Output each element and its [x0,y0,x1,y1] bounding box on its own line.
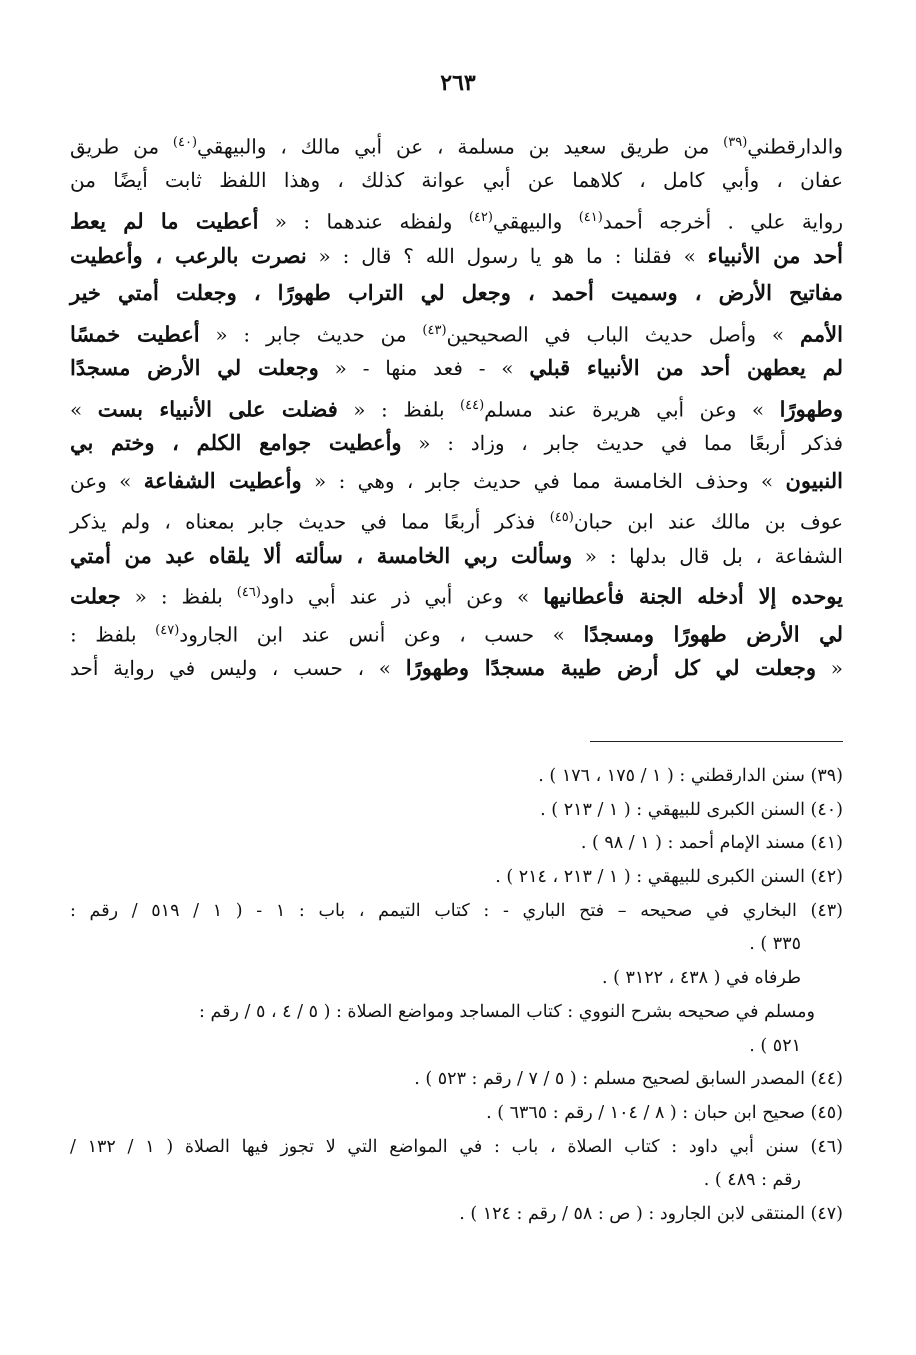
hadith-quote: الأمم [799,321,843,347]
footnote-ref: (٤٥) [549,510,574,525]
hadith-quote: وسألت ربي الخامسة ، سألته ألا يلقاه عبد من أمتي [70,542,573,568]
text-line [70,349,843,387]
text-run: بلفظ : « [337,397,461,422]
text-line [70,124,843,162]
footnote: (٤٠) السنن الكبرى للبيهقي : ( ١ / ٢١٣ ) . [540,799,843,820]
text-run: الشفاعة ، بل قال بدلها : « [572,543,843,568]
hadith-quote: وأعطيت جوامع الكلم ، وختم بي [70,430,402,455]
text-run: » ، حسب ، وليس في رواية أحد [70,656,406,680]
footnote-ref: (٤٦) [236,585,261,600]
text-line [70,499,843,537]
footnote: (٤١) مسند الإمام أحمد : ( ١ / ٩٨ ) . [580,833,843,854]
footnote: (٣٩) سنن الدارقطني : ( ١ / ١٧٥ ، ١٧٦ ) . [538,766,843,786]
footnotes [70,760,843,1232]
footnote-ref: (٤٢) [468,210,493,225]
page-number: ٢٦٣ [440,70,476,96]
text-run: » [70,397,98,422]
text-run: » وعن أبي هريرة عند مسلم [484,397,780,422]
hadith-quote: يوحده إلا أدخله الجنة فأعطانيها [543,583,843,609]
text-line [70,612,843,650]
hadith-quote: مفاتيح الأرض ، وسميت أحمد ، وجعل لي التراب طهورًا ، وجعلت أمتي خير [70,280,843,305]
text-line [70,274,843,312]
footnote-ref: (٤٤) [460,397,485,413]
text-run: بلفظ : « [120,584,237,609]
footnote-ref: (٤٧) [155,622,180,638]
text-run: من طريق [70,134,173,159]
footnote: ومسلم في صحيحه بشرح النووي : كتاب المساجد ومواضع الصلاة : ( ٥ / ٤ ، ٥ / رقم : [199,1001,815,1022]
hadith-quote: نصرت بالرعب ، وأعطيت [70,242,307,268]
footnote: (٤٧) المنتقى لابن الجارود : ( ص : ٥٨ / رقم : ١٢٤ ) . [459,1203,843,1224]
footnote: (٤٦) سنن أبي داود : كتاب الصلاة ، باب : في المواضع التي لا تجوز فيها الصلاة ( ١ / ١٣٢ / [70,1136,843,1157]
text-run: من طريق سعيد بن مسلمة ، عن أبي مالك ، والبيهقي [197,134,724,159]
hadith-quote: لم يعطهن أحد من الأنبياء قبلي [529,355,844,380]
footnote: ٣٣٥ ) . [749,934,801,955]
text-run: عوف بن مالك عند ابن حبان [573,509,843,534]
footnote: (٤٢) السنن الكبرى للبيهقي : ( ١ / ٢١٣ ، ٢١٤ ) . [495,867,843,888]
text-run: » وعن أبي ذر عند أبي داود [260,584,544,609]
footnote-ref: (٤١) [578,210,603,225]
footnote: ٥٢١ ) . [749,1035,801,1056]
text-line [70,387,843,425]
footnote-ref: (٤٣) [422,322,447,338]
hadith-quote: أحد من الأنبياء [707,242,843,268]
text-run: والدارقطني [747,134,843,159]
text-run: » فقلنا : ما هو يا رسول الله ؟ قال : « [306,243,708,268]
hadith-quote: أعطيت ما لم يعط [70,208,259,234]
footnote-ref: (٣٩) [723,135,748,150]
footnote-divider [590,741,843,742]
hadith-quote: وجعلت لي الأرض مسجدًا [70,355,319,380]
text-run: من حديث جابر : « [199,322,423,347]
footnote: رقم : ٤٨٩ ) . [703,1170,801,1191]
hadith-quote: فضلت على الأنبياء بست [97,396,338,422]
footnote: (٤٣) البخاري في صحيحه – فتح الباري - : كتاب التيمم ، باب : ١ - ( ١ / ٥١٩ / رقم : [70,900,843,921]
main-text [70,124,843,687]
text-run: » وحذف الخامسة مما في حديث جابر ، وهي : « [301,468,786,493]
footnote: (٤٥) صحيح ابن حبان : ( ٨ / ١٠٤ / رقم : ٦٣٦٥ ) . [486,1102,843,1123]
text-run: « [816,656,844,680]
text-run: فذكر أربعًا مما في حديث جابر ، وزاد : « [401,431,844,455]
text-line [70,424,843,462]
text-run: عفان ، وأبي كامل ، كلاهما عن أبي عوانة كذلك ، وهذا اللفظ ثابت أيضًا من [70,167,843,192]
hadith-quote: النبيون [785,467,843,493]
text-line [70,237,843,275]
hadith-quote: وجعلت لي كل أرض طيبة مسجدًا وطهورًا [405,655,817,680]
text-run: » - فعد منها - « [318,356,530,380]
hadith-quote: وأعطيت الشفاعة [143,467,302,493]
text-line [70,312,843,350]
text-line [70,162,843,200]
text-run: فذكر أربعًا مما في حديث جابر بمعناه ، ولم يذكر [70,509,550,534]
text-run: » وأصل حديث الباب في الصحيحين [446,322,800,347]
text-run: ولفظه عندهما : « [258,209,469,234]
text-line [70,574,843,612]
text-line [70,462,843,500]
hadith-quote: وطهورًا [779,396,844,422]
text-run: والبيهقي [492,209,579,234]
footnote-ref: (٤٠) [172,135,198,150]
hadith-quote: لي الأرض طهورًا ومسجدًا [583,621,843,647]
text-run: » وعن [70,468,144,493]
text-run: » حسب ، وعن أنس عند ابن الجارود [179,622,584,647]
footnote: طرفاه في ( ٤٣٨ ، ٣١٢٢ ) . [601,968,801,989]
text-line [70,199,843,237]
text-line [70,649,843,687]
text-line [70,537,843,575]
hadith-quote: جعلت [70,583,121,609]
footnote: (٤٤) المصدر السابق لصحيح مسلم : ( ٥ / ٧ / رقم : ٥٢٣ ) . [414,1069,843,1090]
text-run: رواية علي . أخرجه أحمد [602,209,843,234]
hadith-quote: أعطيت خمسًا [70,321,200,347]
text-run: بلفظ : [70,622,156,647]
